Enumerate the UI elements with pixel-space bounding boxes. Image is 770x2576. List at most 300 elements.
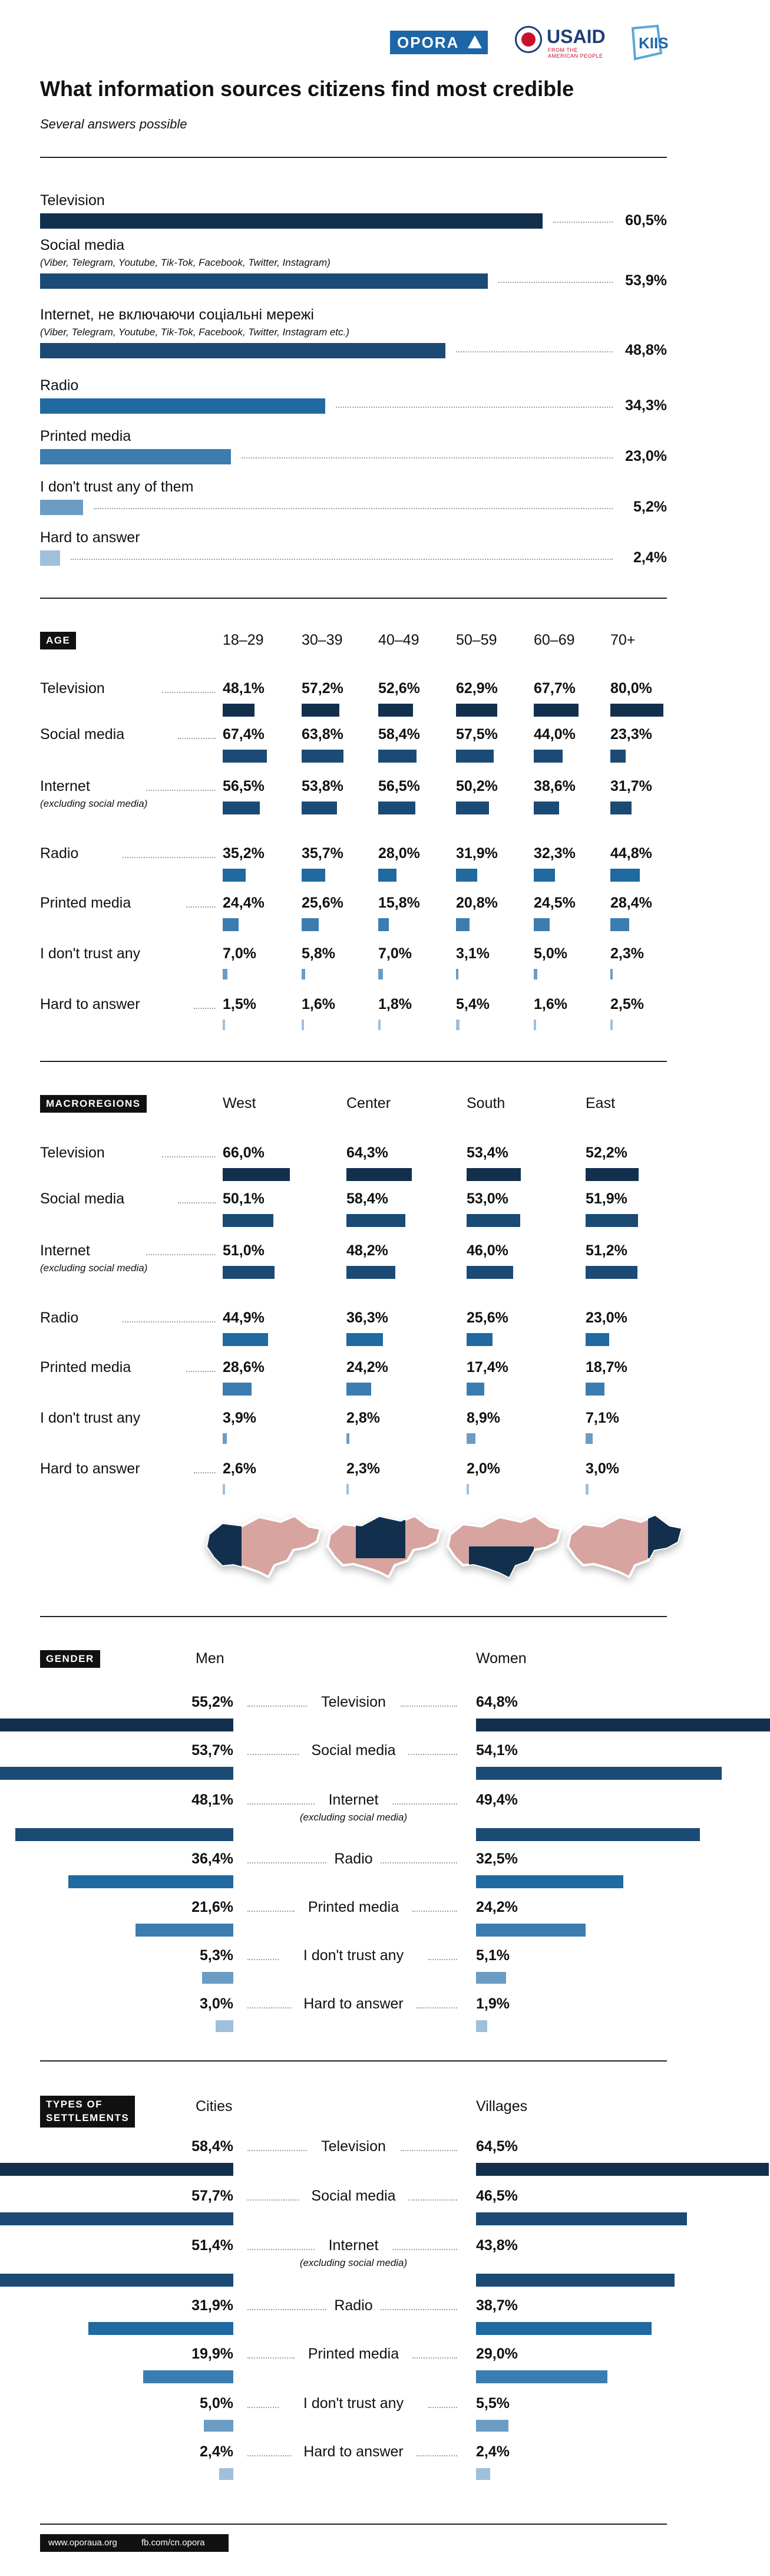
age-row-label: Social media xyxy=(40,726,125,743)
region-cell-value: 50,1% xyxy=(223,1190,265,1207)
gender-left-value: 3,0% xyxy=(200,1996,233,2012)
settle-left-bar xyxy=(143,2370,233,2383)
age-column-header: 70+ xyxy=(610,632,636,648)
region-cell-bar xyxy=(586,1266,637,1279)
age-cell-value: 2,3% xyxy=(610,945,644,962)
overall-bar xyxy=(40,273,488,289)
divider xyxy=(40,1616,667,1617)
settle-right-value: 5,5% xyxy=(476,2395,510,2412)
settle-left-bar xyxy=(0,2274,233,2287)
divider xyxy=(40,2524,667,2525)
region-cell-bar xyxy=(346,1484,349,1495)
region-cell-bar xyxy=(346,1433,349,1444)
region-cell-bar xyxy=(346,1333,383,1346)
region-row-label: Radio xyxy=(40,1310,79,1326)
gender-left-value: 5,3% xyxy=(200,1947,233,1964)
gender-leader-right xyxy=(412,1911,457,1912)
settle-right-bar xyxy=(476,2163,769,2176)
gender-row-label: Printed media xyxy=(308,1899,399,1915)
region-cell-bar xyxy=(586,1214,638,1227)
region-row-leader xyxy=(186,1371,216,1372)
settle-leader-left xyxy=(247,2455,291,2456)
region-cell-bar xyxy=(467,1266,513,1279)
gender-leader-left xyxy=(247,1754,299,1755)
age-cell-bar xyxy=(534,969,537,979)
age-cell-value: 31,9% xyxy=(456,845,498,862)
overall-label: I don't trust any of them xyxy=(40,479,194,495)
age-column-header: 18–29 xyxy=(223,632,264,648)
region-cell-bar xyxy=(586,1433,593,1444)
settle-left-value: 2,4% xyxy=(200,2443,233,2460)
divider xyxy=(40,157,667,158)
settle-left-bar xyxy=(88,2322,233,2335)
region-cell-bar xyxy=(223,1383,252,1396)
gender-row-note: (excluding social media) xyxy=(299,1812,408,1823)
region-column-header: South xyxy=(467,1095,505,1111)
age-cell-value: 2,5% xyxy=(610,996,644,1012)
age-cell-value: 56,5% xyxy=(378,778,420,794)
map-east-icon xyxy=(566,1511,683,1582)
region-row-label: I don't trust any xyxy=(40,1410,141,1426)
age-cell-value: 35,2% xyxy=(223,845,265,862)
overall-value: 5,2% xyxy=(633,499,667,515)
overall-value: 53,9% xyxy=(625,272,667,289)
gender-right-bar xyxy=(476,1767,722,1780)
region-cell-bar xyxy=(586,1383,604,1396)
overall-label: Television xyxy=(40,192,105,209)
region-cell-value: 2,0% xyxy=(467,1460,500,1477)
gender-leader-left xyxy=(247,1911,295,1912)
region-cell-bar xyxy=(586,1484,589,1495)
gender-leader-right xyxy=(401,1706,458,1707)
age-cell-value: 1,5% xyxy=(223,996,256,1012)
region-row-label: Social media xyxy=(40,1190,125,1207)
settle-left-value: 5,0% xyxy=(200,2395,233,2412)
gender-right-value: 49,4% xyxy=(476,1792,518,1808)
age-row-label: Internet xyxy=(40,778,90,794)
region-cell-value: 25,6% xyxy=(467,1310,508,1326)
region-column-header: East xyxy=(586,1095,616,1111)
age-cell-bar xyxy=(378,750,417,763)
settle-left-value: 57,7% xyxy=(191,2188,233,2204)
region-cell-value: 44,9% xyxy=(223,1310,265,1326)
region-cell-bar xyxy=(223,1484,225,1495)
settle-leader-right xyxy=(392,2249,457,2250)
settle-leader-left xyxy=(247,2150,307,2151)
age-cell-bar xyxy=(378,802,415,814)
overall-note: (Viber, Telegram, Youtube, Tik-Tok, Facebook, Twitter, Instagram) xyxy=(40,257,331,268)
settle-left-value: 31,9% xyxy=(191,2297,233,2314)
overall-leader xyxy=(336,407,613,408)
divider xyxy=(40,598,667,599)
settle-left-bar xyxy=(0,2212,233,2225)
gender-row-label: I don't trust any xyxy=(303,1947,404,1964)
overall-leader xyxy=(498,282,613,283)
region-cell-bar xyxy=(346,1168,412,1181)
age-cell-value: 62,9% xyxy=(456,680,498,697)
gender-right-value: 64,8% xyxy=(476,1694,518,1710)
age-cell-bar xyxy=(456,1020,460,1030)
age-cell-value: 53,8% xyxy=(302,778,343,794)
settle-right-bar xyxy=(476,2468,490,2480)
age-cell-bar xyxy=(223,918,239,931)
settle-right-header: Villages xyxy=(476,2098,528,2115)
settle-leader-right xyxy=(417,2455,458,2456)
region-cell-bar xyxy=(467,1433,475,1444)
settle-right-value: 2,4% xyxy=(476,2443,510,2460)
age-cell-value: 28,0% xyxy=(378,845,420,862)
age-cell-value: 7,0% xyxy=(223,945,256,962)
overall-leader xyxy=(553,222,613,223)
overall-bar xyxy=(40,343,445,358)
age-row-leader xyxy=(123,857,216,858)
region-cell-value: 53,0% xyxy=(467,1190,508,1207)
settle-row-label: I don't trust any xyxy=(303,2395,404,2412)
age-cell-bar xyxy=(456,802,489,814)
age-cell-bar xyxy=(610,802,632,814)
age-cell-value: 50,2% xyxy=(456,778,498,794)
age-cell-value: 1,8% xyxy=(378,996,412,1012)
age-cell-bar xyxy=(223,869,246,882)
gender-leader-right xyxy=(417,2007,458,2008)
gender-leader-left xyxy=(247,1862,326,1863)
region-cell-value: 51,9% xyxy=(586,1190,627,1207)
region-cell-bar xyxy=(223,1168,290,1181)
age-cell-value: 52,6% xyxy=(378,680,420,697)
gender-right-value: 1,9% xyxy=(476,1996,510,2012)
region-row-leader xyxy=(194,1472,216,1473)
age-column-header: 30–39 xyxy=(302,632,343,648)
overall-value: 23,0% xyxy=(625,448,667,464)
gender-left-bar xyxy=(0,1719,233,1731)
region-cell-value: 2,3% xyxy=(346,1460,380,1477)
settle-right-value: 64,5% xyxy=(476,2138,518,2155)
region-cell-value: 53,4% xyxy=(467,1144,508,1161)
region-cell-value: 36,3% xyxy=(346,1310,388,1326)
region-cell-bar xyxy=(467,1333,493,1346)
age-cell-value: 5,4% xyxy=(456,996,490,1012)
age-cell-bar xyxy=(534,704,579,717)
region-cell-bar xyxy=(467,1383,484,1396)
region-cell-bar xyxy=(467,1214,520,1227)
svg-text:KIIS: KIIS xyxy=(639,34,669,52)
region-row-leader xyxy=(123,1321,216,1322)
region-cell-value: 3,0% xyxy=(586,1460,619,1477)
region-cell-value: 2,8% xyxy=(346,1410,380,1426)
overall-note: (Viber, Telegram, Youtube, Tik-Tok, Facebook, Twitter, Instagram etc.) xyxy=(40,326,349,338)
age-cell-bar xyxy=(534,802,559,814)
age-cell-bar xyxy=(456,918,470,931)
settle-right-value: 46,5% xyxy=(476,2188,518,2204)
settle-leader-right xyxy=(412,2357,457,2359)
age-cell-bar xyxy=(223,802,260,814)
age-cell-bar xyxy=(610,704,663,717)
region-cell-bar xyxy=(223,1433,227,1444)
overall-bar xyxy=(40,449,231,464)
region-cell-bar xyxy=(586,1168,639,1181)
region-row-leader xyxy=(162,1156,216,1157)
age-cell-value: 56,5% xyxy=(223,778,265,794)
region-cell-bar xyxy=(586,1333,609,1346)
age-cell-value: 31,7% xyxy=(610,778,652,794)
region-cell-value: 2,6% xyxy=(223,1460,256,1477)
gender-right-header: Women xyxy=(476,1650,527,1667)
age-cell-value: 5,0% xyxy=(534,945,567,962)
region-row-note: (excluding social media) xyxy=(40,1262,148,1274)
settlements-tag: TYPES OF SETTLEMENTS xyxy=(40,2096,135,2128)
settle-row-label: Radio xyxy=(334,2297,373,2314)
gender-row-label: Radio xyxy=(334,1851,373,1867)
settle-leader-left xyxy=(247,2249,315,2250)
gender-row-label: Internet xyxy=(328,1792,379,1808)
age-cell-bar xyxy=(456,750,494,763)
overall-bar xyxy=(40,550,60,566)
footer-link-site[interactable]: www.oporaua.org xyxy=(48,2538,117,2548)
map-west-icon xyxy=(205,1511,323,1582)
gender-leader-right xyxy=(392,1803,457,1805)
settle-row-note: (excluding social media) xyxy=(299,2257,408,2268)
region-cell-bar xyxy=(346,1383,371,1396)
age-cell-bar xyxy=(534,1020,536,1030)
age-cell-bar xyxy=(302,869,325,882)
age-cell-bar xyxy=(302,1020,304,1030)
usaid-logo: USAID FROM THE AMERICAN PEOPLE xyxy=(515,24,607,58)
overall-label: Social media xyxy=(40,237,125,253)
region-cell-value: 51,0% xyxy=(223,1242,265,1259)
settle-left-value: 19,9% xyxy=(191,2346,233,2362)
region-cell-bar xyxy=(467,1168,521,1181)
age-row-label: Television xyxy=(40,680,105,697)
age-row-leader xyxy=(178,738,216,739)
age-cell-bar xyxy=(378,869,396,882)
gender-leader-right xyxy=(408,1754,457,1755)
age-row-label: Radio xyxy=(40,845,79,862)
settle-leader-right xyxy=(408,2199,457,2201)
gender-leader-right xyxy=(428,1959,457,1960)
age-cell-bar xyxy=(378,1020,381,1030)
age-cell-bar xyxy=(223,750,267,763)
age-cell-bar xyxy=(378,969,383,979)
settle-row-label: Internet xyxy=(328,2237,379,2254)
age-cell-value: 63,8% xyxy=(302,726,343,743)
region-cell-value: 17,4% xyxy=(467,1359,508,1376)
settle-leader-left xyxy=(247,2199,299,2201)
gender-tag: GENDER xyxy=(40,1650,100,1668)
overall-leader xyxy=(94,508,613,509)
gender-left-bar xyxy=(0,1767,233,1780)
age-cell-bar xyxy=(302,704,339,717)
settle-left-bar xyxy=(204,2420,233,2432)
region-row-label: Printed media xyxy=(40,1359,131,1376)
age-cell-value: 24,4% xyxy=(223,895,265,911)
map-center-icon xyxy=(325,1511,443,1582)
region-cell-bar xyxy=(223,1266,275,1279)
age-cell-value: 23,3% xyxy=(610,726,652,743)
age-cell-value: 57,2% xyxy=(302,680,343,697)
gender-left-bar xyxy=(15,1828,233,1841)
settle-right-value: 43,8% xyxy=(476,2237,518,2254)
settle-right-value: 38,7% xyxy=(476,2297,518,2314)
overall-label: Internet, не включаючи соціальні мережі xyxy=(40,306,314,323)
gender-right-bar xyxy=(476,1828,700,1841)
age-cell-bar xyxy=(302,918,319,931)
region-row-label: Internet xyxy=(40,1242,90,1259)
opora-logo: OPORA xyxy=(390,31,488,54)
age-cell-value: 15,8% xyxy=(378,895,420,911)
gender-row-label: Hard to answer xyxy=(303,1996,404,2012)
age-cell-value: 35,7% xyxy=(302,845,343,862)
age-cell-value: 3,1% xyxy=(456,945,490,962)
settle-leader-right xyxy=(428,2407,457,2408)
age-cell-value: 24,5% xyxy=(534,895,576,911)
age-column-header: 40–49 xyxy=(378,632,419,648)
age-row-note: (excluding social media) xyxy=(40,798,148,809)
age-row-leader xyxy=(186,906,216,908)
overall-leader xyxy=(71,559,613,560)
overall-label: Radio xyxy=(40,377,79,394)
settle-row-label: Social media xyxy=(311,2188,396,2204)
age-cell-bar xyxy=(456,869,477,882)
gender-right-bar xyxy=(476,1924,586,1937)
gender-left-bar xyxy=(68,1875,233,1888)
age-row-label: I don't trust any xyxy=(40,945,141,962)
age-cell-value: 1,6% xyxy=(534,996,567,1012)
settle-left-value: 51,4% xyxy=(191,2237,233,2254)
gender-leader-left xyxy=(247,1959,279,1960)
age-cell-bar xyxy=(223,704,255,717)
age-cell-value: 32,3% xyxy=(534,845,576,862)
age-row-label: Printed media xyxy=(40,895,131,911)
gender-leader-right xyxy=(381,1862,457,1863)
age-cell-value: 67,4% xyxy=(223,726,265,743)
age-column-header: 50–59 xyxy=(456,632,497,648)
settle-left-bar xyxy=(0,2163,233,2176)
gender-right-value: 5,1% xyxy=(476,1947,510,1964)
region-cell-bar xyxy=(346,1266,395,1279)
age-cell-bar xyxy=(302,969,305,979)
age-column-header: 60–69 xyxy=(534,632,575,648)
gender-right-value: 24,2% xyxy=(476,1899,518,1915)
gender-leader-left xyxy=(247,2007,291,2008)
overall-value: 48,8% xyxy=(625,342,667,358)
age-cell-value: 38,6% xyxy=(534,778,576,794)
settle-leader-left xyxy=(247,2407,279,2408)
region-row-leader xyxy=(146,1254,216,1255)
settle-left-header: Cities xyxy=(196,2098,233,2115)
overall-bar xyxy=(40,500,83,515)
overall-bar xyxy=(40,213,543,229)
settle-right-bar xyxy=(476,2370,607,2383)
region-cell-value: 48,2% xyxy=(346,1242,388,1259)
age-cell-value: 7,0% xyxy=(378,945,412,962)
region-row-label: Television xyxy=(40,1144,105,1161)
age-cell-bar xyxy=(456,704,497,717)
age-cell-value: 57,5% xyxy=(456,726,498,743)
settle-right-bar xyxy=(476,2212,687,2225)
region-cell-value: 58,4% xyxy=(346,1190,388,1207)
settle-right-value: 29,0% xyxy=(476,2346,518,2362)
age-cell-bar xyxy=(302,802,337,814)
age-cell-value: 44,8% xyxy=(610,845,652,862)
overall-label: Hard to answer xyxy=(40,529,140,546)
overall-bar xyxy=(40,398,325,414)
age-cell-value: 20,8% xyxy=(456,895,498,911)
gender-right-bar xyxy=(476,1719,770,1731)
overall-leader xyxy=(242,457,613,459)
age-cell-value: 28,4% xyxy=(610,895,652,911)
age-cell-bar xyxy=(302,750,343,763)
gender-left-header: Men xyxy=(196,1650,224,1667)
age-row-leader xyxy=(194,1008,216,1009)
region-cell-value: 7,1% xyxy=(586,1410,619,1426)
settle-leader-right xyxy=(401,2150,458,2151)
gender-left-bar xyxy=(136,1924,233,1937)
age-cell-value: 1,6% xyxy=(302,996,335,1012)
settle-left-bar xyxy=(219,2468,233,2480)
gender-leader-left xyxy=(247,1706,307,1707)
overall-label: Printed media xyxy=(40,428,131,444)
region-column-header: West xyxy=(223,1095,256,1111)
overall-value: 34,3% xyxy=(625,397,667,414)
age-cell-value: 58,4% xyxy=(378,726,420,743)
settle-row-label: Hard to answer xyxy=(303,2443,404,2460)
region-cell-value: 28,6% xyxy=(223,1359,265,1376)
region-cell-value: 8,9% xyxy=(467,1410,500,1426)
page-title: What information sources citizens find most credible xyxy=(40,77,574,101)
settle-leader-left xyxy=(247,2357,295,2359)
settle-right-bar xyxy=(476,2322,652,2335)
map-south-icon xyxy=(445,1511,563,1582)
age-cell-bar xyxy=(610,969,613,979)
region-cell-value: 18,7% xyxy=(586,1359,627,1376)
footer-link-fb[interactable]: fb.com/cn.opora xyxy=(141,2538,205,2548)
region-row-label: Hard to answer xyxy=(40,1460,140,1477)
age-cell-value: 48,1% xyxy=(223,680,265,697)
gender-left-bar xyxy=(216,2020,233,2032)
gender-left-value: 53,7% xyxy=(191,1742,233,1759)
region-cell-bar xyxy=(346,1214,405,1227)
age-cell-bar xyxy=(534,750,563,763)
age-cell-bar xyxy=(610,1020,613,1030)
region-cell-value: 46,0% xyxy=(467,1242,508,1259)
page-subtitle: Several answers possible xyxy=(40,117,187,131)
gender-right-value: 54,1% xyxy=(476,1742,518,1759)
region-cell-value: 51,2% xyxy=(586,1242,627,1259)
region-row-leader xyxy=(178,1202,216,1203)
age-cell-value: 5,8% xyxy=(302,945,335,962)
age-row-leader xyxy=(146,790,216,791)
region-cell-bar xyxy=(223,1333,268,1346)
overall-value: 2,4% xyxy=(633,549,667,566)
overall-value: 60,5% xyxy=(625,212,667,229)
gender-row-label: Television xyxy=(321,1694,386,1710)
age-cell-bar xyxy=(223,1020,225,1030)
region-cell-value: 66,0% xyxy=(223,1144,265,1161)
divider xyxy=(40,2060,667,2062)
age-cell-bar xyxy=(610,869,640,882)
age-cell-value: 80,0% xyxy=(610,680,652,697)
age-cell-bar xyxy=(456,969,458,979)
gender-left-bar xyxy=(202,1972,233,1984)
age-cell-value: 44,0% xyxy=(534,726,576,743)
age-cell-bar xyxy=(378,704,413,717)
gender-left-value: 55,2% xyxy=(191,1694,233,1710)
settle-right-bar xyxy=(476,2420,508,2432)
age-tag: AGE xyxy=(40,632,76,649)
age-cell-bar xyxy=(610,918,629,931)
region-cell-value: 3,9% xyxy=(223,1410,256,1426)
gender-right-bar xyxy=(476,2020,487,2032)
